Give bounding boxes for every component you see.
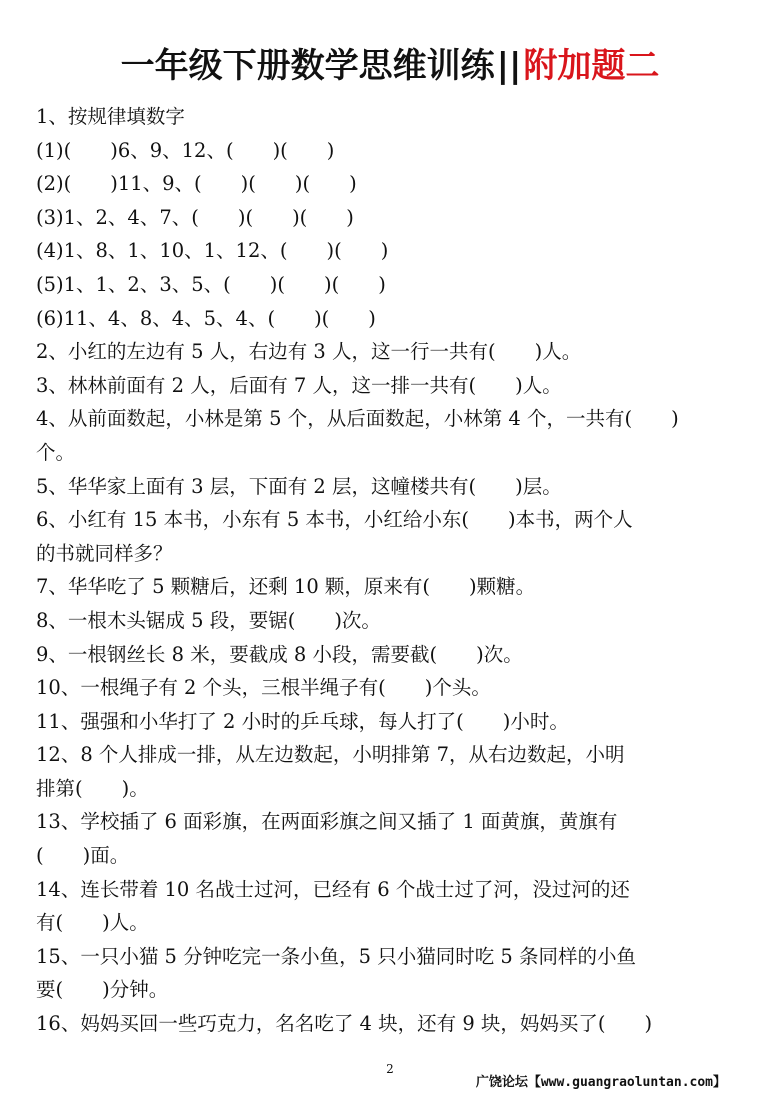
title-separator: ||	[496, 46, 522, 86]
title-accent: 附加题二	[523, 46, 660, 86]
question-line: (4)1、8、1、10、1、12、( )( )	[36, 239, 389, 263]
question-line: 个。	[36, 440, 76, 464]
question-line: 1、按规律填数字	[36, 105, 185, 128]
page-title	[0, 42, 780, 90]
question-line: 要( )分钟。	[36, 978, 169, 1002]
question-line: 15、一只小猫 5 分钟吃完一条小鱼，5 只小猫同时吃 5 条同样的小鱼	[36, 944, 637, 968]
question-line: (5)1、1、2、3、5、( )( )( )	[36, 272, 386, 296]
question-line: 6、小红有 15 本书，小东有 5 本书，小红给小东( )本书，两个人	[36, 508, 633, 532]
question-line: (1)( )6、9、12、( )( )	[36, 138, 335, 162]
question-line: 9、一根钢丝长 8 米，要截成 8 小段，需要截( )次。	[36, 642, 523, 666]
question-list	[36, 100, 748, 1041]
footer-source: 广饶论坛【www.guangraoluntan.com】	[475, 1075, 726, 1090]
page-number: 2	[386, 1062, 394, 1076]
title-main: 一年级下册数学思维训练	[120, 46, 495, 86]
question-line: ( )面。	[36, 844, 130, 868]
question-line: 13、学校插了 6 面彩旗，在两面彩旗之间又插了 1 面黄旗，黄旗有	[36, 810, 618, 834]
question-line: 的书就同样多？	[36, 541, 173, 565]
question-line: 10、一根绳子有 2 个头，三根半绳子有( )个头。	[36, 676, 491, 700]
question-line: 16、妈妈买回一些巧克力，名名吃了 4 块，还有 9 块，妈妈买了( )	[36, 1012, 653, 1036]
question-line: 4、从前面数起，小林是第 5 个，从后面数起，小林第 4 个，一共有( )	[36, 407, 679, 431]
question-line: 3、林林前面有 2 人，后面有 7 人，这一排一共有( )人。	[36, 373, 562, 397]
question-line: 14、连长带着 10 名战士过河，已经有 6 个战士过了河，没过河的还	[36, 877, 630, 901]
question-line: (2)( )11、9、( )( )( )	[36, 172, 357, 196]
question-line: 8、一根木头锯成 5 段，要锯( )次。	[36, 608, 381, 632]
question-line: (6)11、4、8、4、5、4、( )( )	[36, 306, 376, 330]
question-line: 有( )人。	[36, 911, 149, 935]
question-line: 排第( )。	[36, 776, 149, 800]
question-line: 2、小红的左边有 5 人，右边有 3 人，这一行一共有( )人。	[36, 340, 582, 364]
question-line: (3)1、2、4、7、( )( )( )	[36, 205, 354, 229]
question-line: 5、华华家上面有 3 层，下面有 2 层，这幢楼共有( )层。	[36, 474, 562, 498]
question-line: 11、强强和小华打了 2 小时的乒乓球，每人打了( )小时。	[36, 709, 569, 733]
question-line: 12、8 个人排成一排，从左边数起，小明排第 7，从右边数起，小明	[36, 743, 625, 767]
question-line: 7、华华吃了 5 颗糖后，还剩 10 颗，原来有( )颗糖。	[36, 575, 536, 599]
